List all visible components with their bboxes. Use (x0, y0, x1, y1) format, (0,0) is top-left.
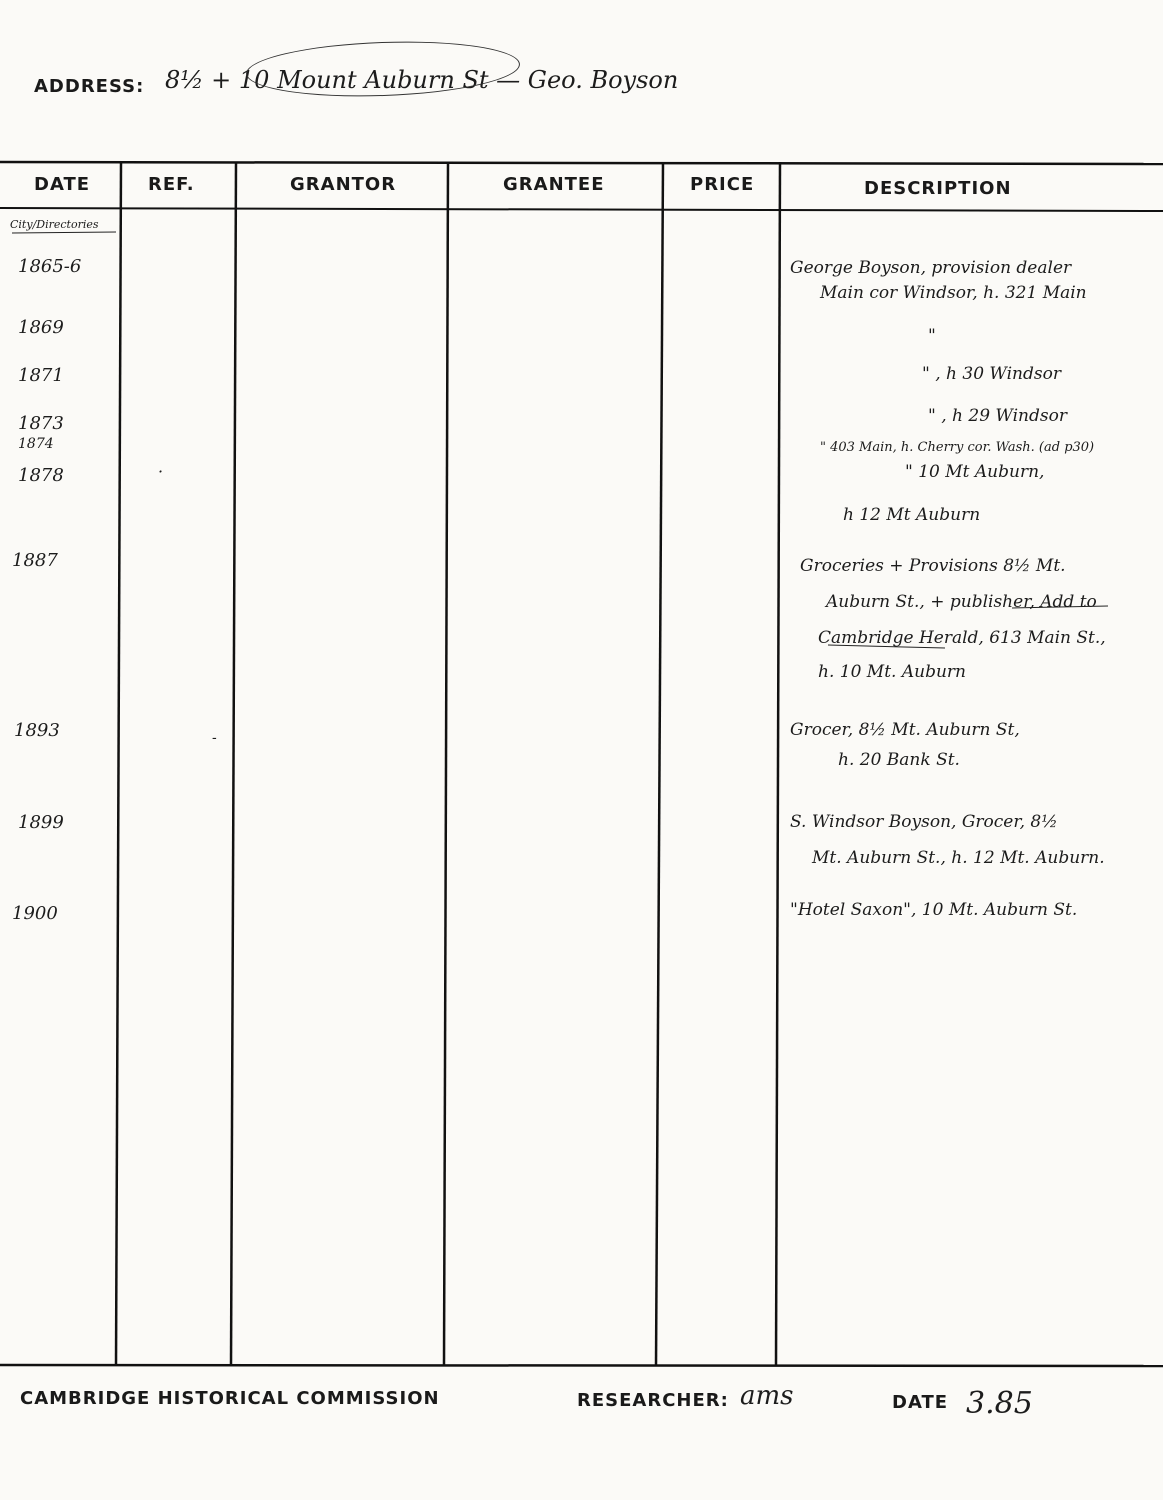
entry-description-line: h. 10 Mt. Auburn (818, 662, 966, 682)
entry-description-line: " 403 Main, h. Cherry cor. Wash. (ad p30) (820, 440, 1095, 455)
entry-date: 1865-6 (18, 256, 82, 277)
researcher-value: ams (740, 1381, 794, 1411)
footer-date-value: 3.85 (966, 1386, 1033, 1421)
entry-description-line: "Hotel Saxon", 10 Mt. Auburn St. (790, 900, 1078, 920)
entry-description-line: Auburn St., + publisher, Add to (826, 592, 1097, 612)
entry-description-line: George Boyson, provision dealer (790, 258, 1072, 278)
entry-description-line: " , h 30 Windsor (922, 364, 1061, 384)
column-header-date: DATE (34, 174, 91, 195)
footer-organization: CAMBRIDGE HISTORICAL COMMISSION (20, 1388, 440, 1409)
entry-date: 1871 (18, 365, 64, 386)
entry-date: 1873 (18, 413, 64, 434)
column-header-grantee: GRANTEE (503, 174, 605, 195)
entry-description-line: Main cor Windsor, h. 321 Main (820, 283, 1087, 303)
entry-description-line: " , h 29 Windsor (928, 406, 1067, 426)
entry-date: 1878 (18, 465, 64, 486)
entry-date: 1893 (14, 720, 60, 741)
entry-description-line: Grocer, 8½ Mt. Auburn St, (790, 720, 1020, 740)
entry-date: 1874 (18, 436, 54, 452)
entry-description-line: Cambridge Herald, 613 Main St., (818, 628, 1106, 648)
entry-date: 1869 (18, 317, 64, 338)
researcher-label: RESEARCHER: (577, 1390, 729, 1411)
section-label: City/Directories (10, 218, 99, 231)
entry-date: 1887 (12, 550, 58, 571)
entry-date: 1900 (12, 903, 58, 924)
column-header-price: PRICE (690, 174, 755, 195)
entry-description-line: " (928, 326, 936, 346)
address-value: 8½ + 10 Mount Auburn St — Geo. Boyson (165, 66, 679, 94)
entry-date: 1899 (18, 812, 64, 833)
footer-date-label: DATE (892, 1392, 949, 1413)
column-header-ref: REF. (148, 174, 195, 195)
column-header-description: DESCRIPTION (864, 178, 1012, 199)
entry-description-line: " 10 Mt Auburn, (905, 462, 1045, 482)
column-header-grantor: GRANTOR (290, 174, 397, 195)
entry-description-line: h 12 Mt Auburn (843, 505, 981, 525)
entry-description-line: Groceries + Provisions 8½ Mt. (800, 556, 1066, 576)
entry-description-line: S. Windsor Boyson, Grocer, 8½ (790, 812, 1058, 832)
ref-mark: · (158, 462, 164, 481)
address-label: ADDRESS: (34, 76, 145, 97)
entry-description-line: h. 20 Bank St. (838, 750, 960, 770)
ref-mark: - (212, 730, 217, 746)
entry-description-line: Mt. Auburn St., h. 12 Mt. Auburn. (812, 848, 1105, 868)
